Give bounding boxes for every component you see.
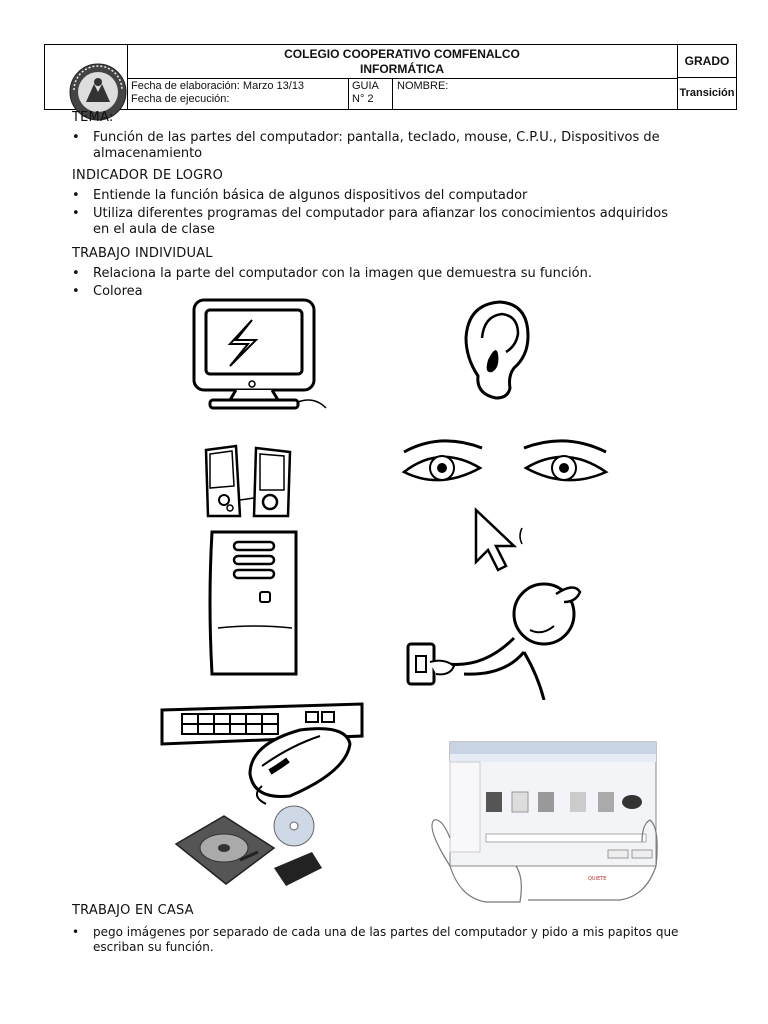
bullet-marker: •: [72, 266, 80, 281]
nombre-cell: [393, 79, 678, 109]
grade-label: GRADO: [684, 54, 730, 68]
guia-cell: [349, 79, 393, 109]
date-made: Fecha de elaboración: Marzo 13/13: [131, 80, 305, 92]
trabajo-heading: TRABAJO INDIVIDUAL: [72, 246, 213, 261]
school-title: [127, 45, 678, 79]
date-exec: Fecha de ejecución:: [131, 93, 230, 105]
logro-item-1: Entiende la función básica de algunos dispositivos del computador: [93, 188, 528, 203]
casa-heading: TRABAJO EN CASA: [72, 903, 194, 918]
school-name: COLEGIO COOPERATIVO COMFENALCO: [284, 47, 520, 61]
grade-value: Transición: [678, 77, 736, 110]
logro-item-2-line1: Utiliza diferentes programas del computador para afianzar los conocimientos adquiridos: [93, 206, 669, 221]
bullet-marker: •: [72, 284, 80, 299]
subject-name: INFORMÁTICA: [360, 62, 444, 76]
monitor-icon: [190, 296, 330, 416]
ear-icon: [456, 298, 536, 404]
dates-cell: [127, 79, 349, 109]
screenshot-caption: QUIETE: [588, 876, 607, 882]
tema-heading: TEMA:: [72, 110, 114, 125]
header-table: [44, 44, 737, 110]
cpu-tower-icon: [204, 528, 304, 678]
keyboard-mouse-icon: [150, 696, 370, 806]
guia-number: N° 2: [352, 93, 374, 105]
bullet-marker: •: [72, 188, 80, 203]
bullet-marker: •: [72, 206, 80, 221]
trabajo-item-2: Colorea: [93, 284, 143, 299]
person-pressing-switch-icon: [404, 576, 584, 700]
casa-line1: pego imágenes por separado de cada una de las partes del computador y pido a mis papitos que: [93, 925, 679, 939]
tema-item-line1: Función de las partes del computador: pantalla, teclado, mouse, C.P.U., Dispositivos de: [93, 130, 660, 145]
storage-devices-icon: [170, 804, 330, 900]
speakers-icon: [200, 442, 296, 522]
eyes-icon: [400, 428, 610, 500]
nombre-label: NOMBRE:: [397, 80, 449, 92]
logro-heading: INDICADOR DE LOGRO: [72, 168, 224, 183]
tema-item-line2: almacenamiento: [93, 146, 203, 161]
logro-item-2-line2: en el aula de clase: [93, 222, 215, 237]
window-screenshot-icon: [420, 738, 660, 908]
trabajo-item-1: Relaciona la parte del computador con la imagen que demuestra su función.: [93, 266, 592, 281]
bullet-marker: •: [72, 925, 80, 939]
guia-label: GUIA: [352, 80, 379, 92]
bullet-marker: •: [72, 130, 80, 145]
cursor-arrow-icon: [470, 506, 530, 574]
casa-line2: escriban su función.: [93, 940, 214, 954]
